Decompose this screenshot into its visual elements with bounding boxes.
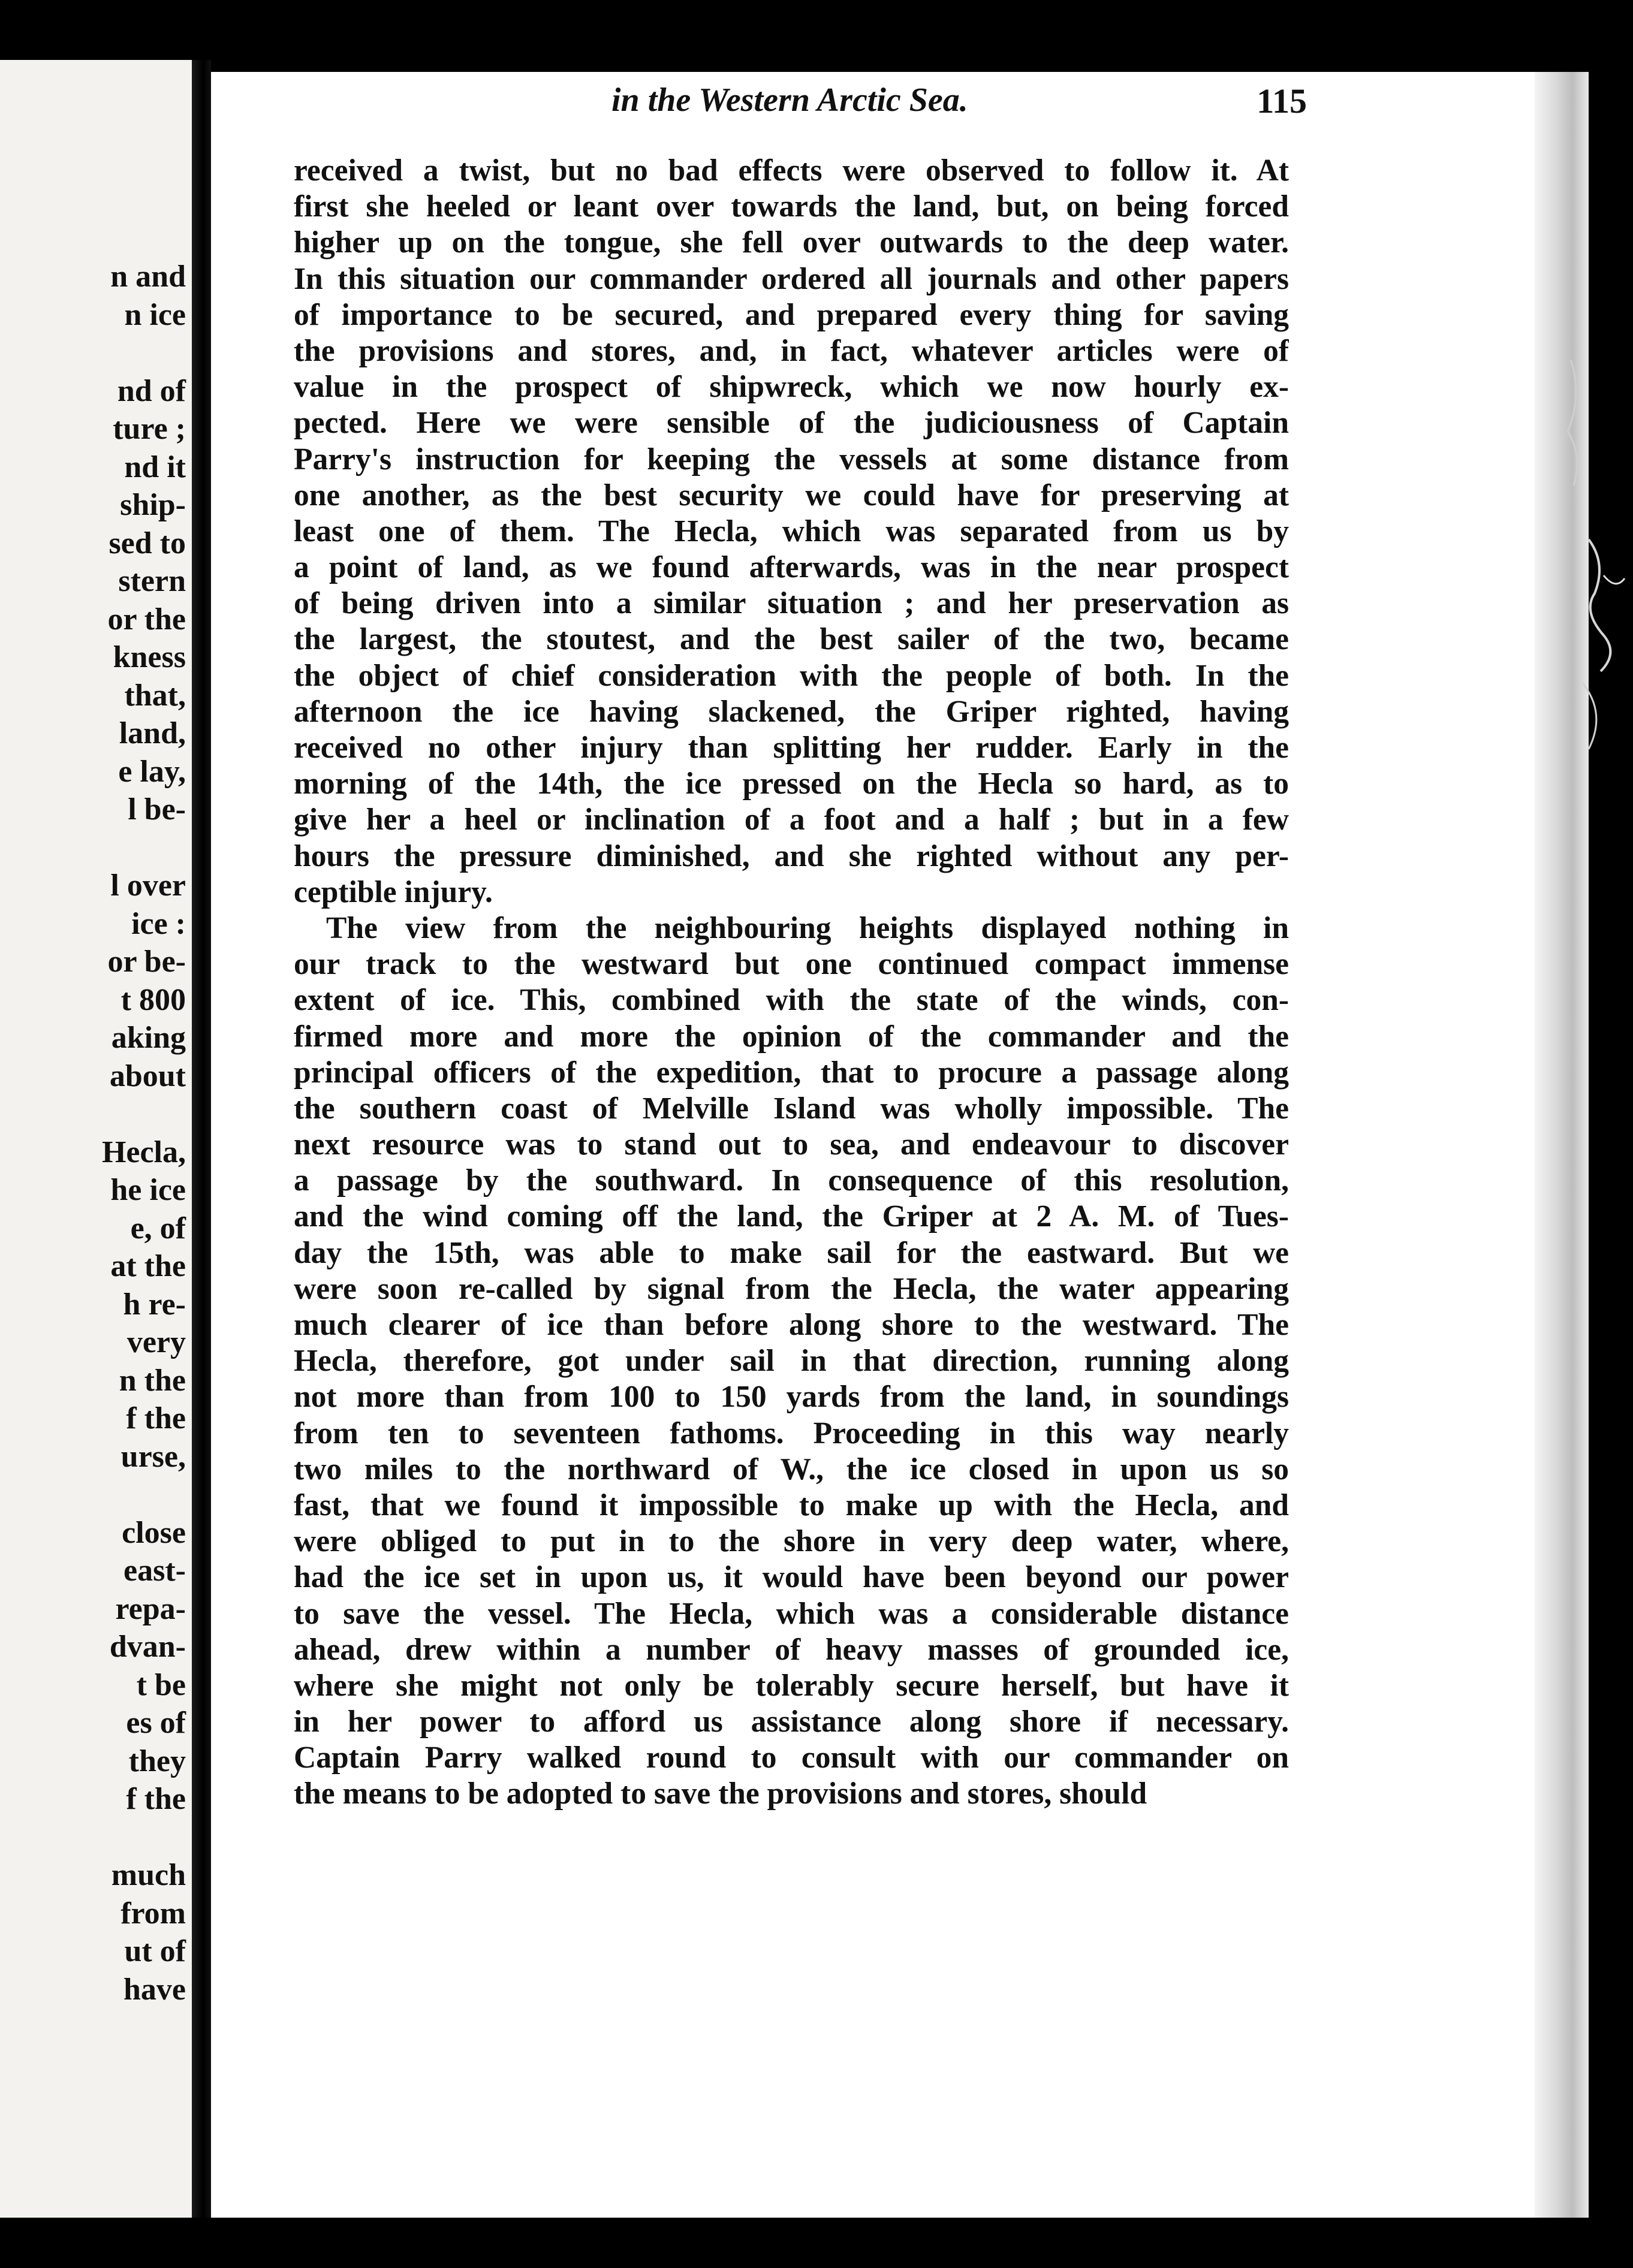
text-line: in her power to afford us assistance along shore if necessary. — [294, 1705, 1289, 1739]
left-page-line: e, of — [130, 1211, 186, 1245]
text-line: the provisions and stores, and, in fact, whatever articles were of — [294, 333, 1289, 368]
left-page-line: stern — [118, 564, 186, 598]
text-line: of being driven into a similar situation ; and her preservation as — [294, 586, 1289, 621]
running-title: in the Western Arctic Sea. — [611, 82, 968, 119]
text-line: were obliged to put in to the shore in very deep water, where, — [294, 1524, 1289, 1559]
text-line: Captain Parry walked round to consult with our commander on — [294, 1741, 1289, 1775]
left-page-line: or be- — [107, 945, 186, 979]
text-line: a passage by the southward. In consequence of this resolution, — [294, 1163, 1289, 1198]
text-line: from ten to seventeen fathoms. Proceeding in this way nearly — [294, 1416, 1289, 1450]
text-line: were soon re-called by signal from the Hecla, the water appearing — [294, 1271, 1289, 1306]
left-page-line: n ice — [124, 297, 186, 332]
text-line: principal officers of the expedition, that to procure a passage along — [294, 1055, 1289, 1090]
left-page-line: repa- — [115, 1591, 186, 1626]
text-line: hours the pressure diminished, and she righted without any per- — [294, 839, 1289, 873]
left-page-line: ship- — [120, 488, 186, 522]
text-line: much clearer of ice than before along shore to the westward. The — [294, 1308, 1289, 1342]
text-line: fast, that we found it impossible to make up with the Hecla, and — [294, 1488, 1289, 1522]
left-page-line: he ice — [110, 1173, 186, 1207]
left-page-line: l be- — [128, 792, 186, 827]
left-page-line: f the — [126, 1782, 186, 1816]
left-page-line: h re- — [123, 1287, 186, 1322]
text-line: pected. Here we were sensible of the judiciousness of Captain — [294, 406, 1289, 441]
left-page-line: east- — [123, 1554, 186, 1588]
text-line: firmed more and more the opinion of the commander and the — [294, 1019, 1289, 1054]
left-facing-page — [0, 60, 192, 2218]
text-line: least one of them. The Hecla, which was separated from us by — [294, 514, 1289, 548]
left-page-line: much — [111, 1858, 186, 1892]
left-page-line: f the — [126, 1401, 186, 1435]
text-line: to save the vessel. The Hecla, which was a considerable distance — [294, 1596, 1289, 1631]
text-line: day the 15th, was able to make sail for the eastward. But we — [294, 1235, 1289, 1270]
text-line: had the ice set in upon us, it would have been beyond our power — [294, 1560, 1289, 1595]
left-page-line: n the — [119, 1363, 186, 1398]
page-header — [384, 81, 1307, 129]
left-page-line: or the — [107, 602, 186, 637]
left-page-line: ut of — [124, 1934, 186, 1968]
left-page-line: e lay, — [118, 754, 186, 789]
left-page-line — [6, 829, 186, 867]
text-line: morning of the 14th, the ice pressed on the Hecla so hard, as to — [294, 767, 1289, 801]
text-line: one another, as the best security we could have for preserving at — [294, 478, 1289, 512]
left-page-line: l over — [110, 868, 186, 903]
left-page-text — [6, 258, 186, 2008]
text-line: a point of land, as we found afterwards, was in the near prospect — [294, 550, 1289, 585]
left-page-line: have — [123, 1972, 186, 2007]
left-page-line: dvan- — [109, 1630, 186, 1664]
text-line: the southern coast of Melville Island was wholly impossible. The — [294, 1091, 1289, 1126]
text-line: received no other injury than splitting her rudder. Early in the — [294, 731, 1289, 765]
text-line: the object of chief consideration with the people of both. In the — [294, 658, 1289, 693]
book-gutter — [192, 60, 211, 2218]
text-line: next resource was to stand out to sea, and endeavour to discover — [294, 1127, 1289, 1162]
left-page-line: that, — [124, 678, 186, 713]
text-line: our track to the westward but one continued compact immense — [294, 947, 1289, 982]
left-page-line: t 800 — [120, 982, 186, 1017]
left-page-line — [6, 1818, 186, 1857]
text-line: ceptible injury. — [294, 874, 493, 909]
left-page-line: nd it — [124, 450, 186, 484]
text-line: The view from the neighbouring heights displayed nothing in — [326, 910, 1289, 945]
left-page-line: from — [120, 1896, 186, 1931]
left-page-line: nd of — [117, 373, 186, 408]
left-page-line: about — [109, 1058, 186, 1093]
text-line: value in the prospect of shipwreck, which we now hourly ex- — [294, 370, 1289, 405]
left-page-line: n and — [110, 260, 186, 294]
left-page-line: ture ; — [113, 412, 186, 446]
left-page-line: ice : — [131, 906, 186, 941]
left-page-line: aking — [111, 1021, 186, 1055]
text-line: Hecla, therefore, got under sail in that direction, running along — [294, 1344, 1289, 1379]
text-line: where she might not only be tolerably secure herself, but have it — [294, 1668, 1289, 1703]
left-page-line — [6, 1476, 186, 1514]
text-line: Parry's instruction for keeping the vessels at some distance from — [294, 442, 1289, 476]
text-line: the largest, the stoutest, and the best sailer of the two, became — [294, 622, 1289, 657]
text-line: and the wind coming off the land, the Griper at 2 A. M. of Tues- — [294, 1199, 1289, 1234]
left-page-line: t be — [136, 1667, 186, 1702]
left-page-line: kness — [113, 640, 186, 674]
left-page-line: close — [122, 1515, 186, 1550]
paper-fibers — [1547, 348, 1631, 887]
left-page-line: land, — [119, 716, 186, 750]
text-line: of importance to be secured, and prepared every thing for saving — [294, 297, 1289, 332]
text-line: not more than from 100 to 150 yards from the land, in soundings — [294, 1380, 1289, 1415]
left-page-line: Hecla, — [101, 1135, 186, 1169]
left-page-line: es of — [126, 1706, 186, 1740]
left-page-line: urse, — [120, 1439, 186, 1474]
left-page-line: very — [126, 1325, 186, 1359]
left-page-line: they — [128, 1744, 186, 1778]
text-line: received a twist, but no bad effects were observed to follow it. At — [294, 153, 1289, 188]
text-line: give her a heel or inclination of a foot and a half ; but in a few — [294, 803, 1289, 837]
text-line: first she heeled or leant over towards the land, but, on being forced — [294, 189, 1289, 224]
text-line: higher up on the tongue, she fell over outwards to the deep water. — [294, 225, 1289, 260]
left-page-line: at the — [110, 1249, 186, 1283]
left-page-line — [6, 1095, 186, 1133]
text-line: the means to be adopted to save the provisions and stores, should — [294, 1777, 1147, 1811]
page-number: 115 — [1257, 82, 1307, 120]
text-line: In this situation our commander ordered all journals and other papers — [294, 261, 1289, 296]
text-line: ahead, drew within a number of heavy masses of grounded ice, — [294, 1632, 1289, 1667]
body-text — [294, 153, 1289, 1812]
left-page-line: sed to — [109, 526, 186, 560]
left-page-line — [6, 334, 186, 372]
text-line: two miles to the northward of W., the ice closed in upon us so — [294, 1452, 1289, 1486]
text-line: extent of ice. This, combined with the state of the winds, con- — [294, 983, 1289, 1018]
text-line: afternoon the ice having slackened, the Griper righted, having — [294, 694, 1289, 729]
